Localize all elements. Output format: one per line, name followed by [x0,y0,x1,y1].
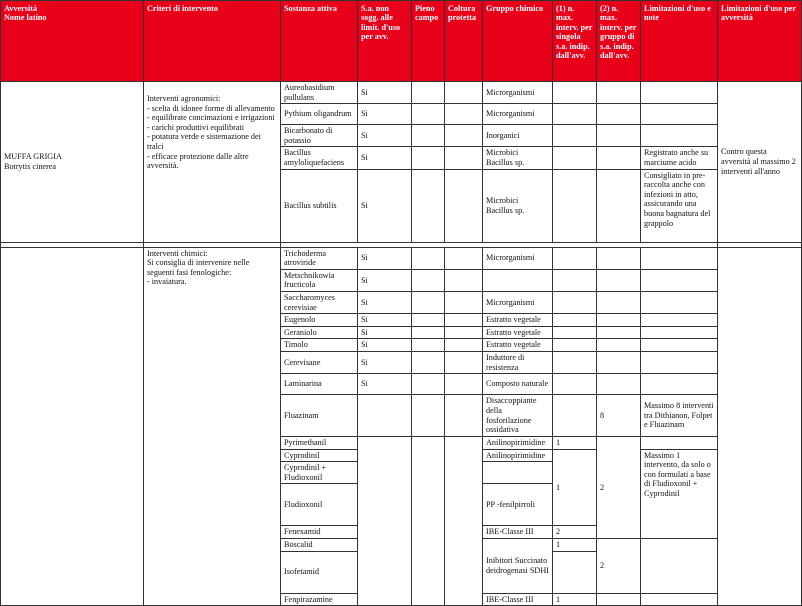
cell-sostanza: Fludioxonil [281,484,358,526]
cell-gruppo: Estratto vegetale [483,314,553,327]
cell-note [641,269,718,291]
cell-n2 [597,339,641,352]
cell-criteri-chimici: Interventi chimici: Si consiglia di intervenire nelle seguenti fasi fenologiche: - invaiatura. [144,247,281,606]
cell-n2 [597,326,641,339]
cell-protetta [445,395,483,437]
cell-gruppo: Estratto vegetale [483,339,553,352]
cell-n1: 1 [553,539,597,552]
cell-n1 [553,104,597,125]
cell-note [641,291,718,313]
table-row [1,247,802,269]
cell-protetta [445,374,483,395]
cell-sostanza: Isofetamid [281,551,358,593]
cell-gruppo: Microrganismi [483,247,553,269]
cell-note [641,339,718,352]
cell-gruppo: Inorganici [483,125,553,147]
cell-protetta [445,339,483,352]
cell-pieno [412,339,445,352]
cell-sostanza: Aureobasidium pullulans [281,82,358,104]
cell-note [641,314,718,327]
cell-pieno [412,291,445,313]
cell-sostanza: Bicarbonato di potassio [281,125,358,147]
cell-protetta [445,351,483,373]
cell-gruppo: Microrganismi [483,104,553,125]
cell-gruppo: Inibitori Succinato deidrogenasi SDHI [483,539,553,594]
avversita-latin: Botrytis cinerea [4,161,57,171]
cell-sostanza: Trichoderma atroviride [281,247,358,269]
cell-pieno [412,247,445,269]
cell-sostanza: Fenpirazamine [281,593,358,606]
cell-sostanza: Timolo [281,339,358,352]
cell-n1 [553,351,597,373]
cell-sostanza: Cerevisane [281,351,358,373]
cell-n2: 2 [597,539,641,594]
cell-gruppo: Anilinopirimidine [483,449,553,462]
header-limitazioni-note: Limitazioni d'uso e note [641,1,718,82]
cell-gruppo [483,269,553,291]
cell-sa: Si [358,269,412,291]
cell-pieno [412,395,445,437]
cell-protetta [445,104,483,125]
cell-note [641,104,718,125]
cell-pieno [412,169,445,242]
header-gruppo-chimico: Gruppo chimico [483,1,553,82]
cell-n1 [553,269,597,291]
header-criteri: Criteri di intervento [144,1,281,82]
header-coltura-protetta: Coltura protetta [445,1,483,82]
cell-avversita-empty [1,247,144,606]
cell-pieno [412,326,445,339]
cell-sostanza: Metschnikowia fructicola [281,269,358,291]
cell-pieno [412,82,445,104]
cell-note: Massimo 8 interventi tra Dithianon, Folpet e Fluazinam [641,395,718,437]
avversita-name: MUFFA GRIGIA [4,152,62,162]
cell-protetta [445,147,483,169]
cell-gruppo: Induttore di resistenza [483,351,553,373]
cell-n2 [597,351,641,373]
cell-protetta [445,314,483,327]
cell-n1 [553,326,597,339]
cell-n2 [597,269,641,291]
cell-pieno [412,104,445,125]
cell-n2: 8 [597,395,641,437]
header-max-singola: (1) n. max. interv. per singola s.a. indip. dall'avv. [553,1,597,82]
cell-n1 [553,551,597,593]
cell-n2 [597,374,641,395]
cell-note: Consigliato in pre-raccolta anche con infezioni in atto, assicurando una buona bagnatura del grappolo [641,169,718,242]
cell-pieno [412,437,445,606]
cell-note: Massimo 1 intervento, da solo o con formulati a base di Fludioxonil + Cyprodinil [641,449,718,538]
cell-note [641,539,718,594]
cell-limitazioni-avversita: Contro questa avversità al massimo 2 interventi all'anno [718,82,802,243]
cell-n1 [553,169,597,242]
cell-n2 [597,593,641,606]
header-max-gruppo: (2) n. max. interv. per gruppo di s.a. indip. dall'avv. [597,1,641,82]
cell-n1 [553,147,597,169]
cell-sa: Si [358,82,412,104]
header-avversita: Avversità Nome latino [1,1,144,82]
cell-n1 [553,374,597,395]
cell-gruppo: Composto naturale [483,374,553,395]
cell-sostanza: Laminarina [281,374,358,395]
cell-sostanza: Eugenolo [281,314,358,327]
cell-note [641,351,718,373]
cell-note [641,593,718,606]
cell-protetta [445,291,483,313]
cell-n2 [597,147,641,169]
cell-protetta [445,82,483,104]
cell-gruppo [483,462,553,484]
cell-n2 [597,82,641,104]
cell-sostanza: Bacillus amyloliquefaciens [281,147,358,169]
cell-note: Registrato anche su marciume acido [641,147,718,169]
cell-gruppo: Microbici Bacillus sp. [483,169,553,242]
cell-n1 [553,82,597,104]
header-sa-non-sogg: S.a. non sogg. alle limit. d'uso per avv. [358,1,412,82]
cell-n2: 2 [597,437,641,539]
cell-n1 [553,291,597,313]
cell-protetta [445,125,483,147]
cell-sostanza: Fenexamid [281,526,358,539]
cell-gruppo: IBE-Classe III [483,593,553,606]
cell-sa: Si [358,125,412,147]
cell-sostanza: Pythium oligandrum [281,104,358,125]
cell-gruppo: Microrganismi [483,291,553,313]
cell-protetta [445,269,483,291]
cell-n2 [597,125,641,147]
cell-note [641,374,718,395]
cell-sa [358,437,412,606]
header-limitazioni-avv: Limitazioni d'uso per avversità [718,1,802,82]
cell-note [641,125,718,147]
cell-sostanza: Cyprodinil [281,449,358,462]
table-row [1,82,802,104]
cell-sa: Si [358,169,412,242]
cell-gruppo: Microrganismi [483,82,553,104]
cell-n1 [553,247,597,269]
cell-protetta [445,247,483,269]
cell-n1 [553,395,597,437]
cell-gruppo: Microbici Bacillus sp. [483,147,553,169]
cell-sa: Si [358,104,412,125]
cell-n2 [597,247,641,269]
cell-n1 [553,314,597,327]
cell-n1: 1 [553,593,597,606]
cell-sa: Si [358,339,412,352]
cell-pieno [412,374,445,395]
header-pieno-campo: Pieno campo [412,1,445,82]
header-row [1,1,802,82]
cell-note [641,82,718,104]
header-sostanza: Sostanza attiva [281,1,358,82]
cell-n2 [597,291,641,313]
cell-note [641,247,718,269]
cell-gruppo: Disaccoppiante della fosforilazione ossidativa [483,395,553,437]
cell-sostanza: Bacillus subtilis [281,169,358,242]
cell-sostanza: Saccharomyces cerevisiae [281,291,358,313]
cell-sostanza: Fluazinam [281,395,358,437]
cell-sa: Si [358,147,412,169]
cell-n1 [553,339,597,352]
cell-protetta [445,437,483,606]
cell-gruppo: PP -fenilpirroli [483,484,553,526]
cell-n1: 1 [553,437,597,450]
cell-n1 [553,125,597,147]
cell-n1: 1 [553,449,597,526]
cell-protetta [445,326,483,339]
cell-pieno [412,314,445,327]
cell-pieno [412,269,445,291]
cell-sa: Si [358,291,412,313]
cell-sostanza: Geraniolo [281,326,358,339]
cell-sa: Si [358,374,412,395]
cell-n2 [597,169,641,242]
cell-pieno [412,125,445,147]
cell-avversita [1,82,144,243]
cell-pieno [412,147,445,169]
cell-sostanza: Boscalid [281,539,358,552]
cell-sostanza: Cyprodinil + Fludioxonil [281,462,358,484]
cell-note [641,326,718,339]
cell-note [641,437,718,450]
cell-sa: Si [358,351,412,373]
cell-pieno [412,351,445,373]
cell-gruppo: Anilinopirimidine [483,437,553,450]
cell-criteri-agronomici: Interventi agronomici: - scelta di idonee forme di allevamento - equilibrate concimazioni e irrigazioni - carichi produttivi equilibrati - potatura verde e sistemazione dei tralci - efficace protezione dalle altre avversità. [144,82,281,243]
cell-gruppo: IBE-Classe III [483,526,553,539]
cell-n2 [597,104,641,125]
cell-sa: Si [358,326,412,339]
cell-sa [358,395,412,437]
cell-sa: Si [358,247,412,269]
cell-sa: Si [358,314,412,327]
cell-sostanza: Pyrimethanil [281,437,358,450]
cell-n1: 2 [553,526,597,539]
cell-limitazioni-avversita-empty [718,247,802,606]
cell-protetta [445,169,483,242]
cell-n2 [597,314,641,327]
cell-gruppo: Estratto vegetale [483,326,553,339]
